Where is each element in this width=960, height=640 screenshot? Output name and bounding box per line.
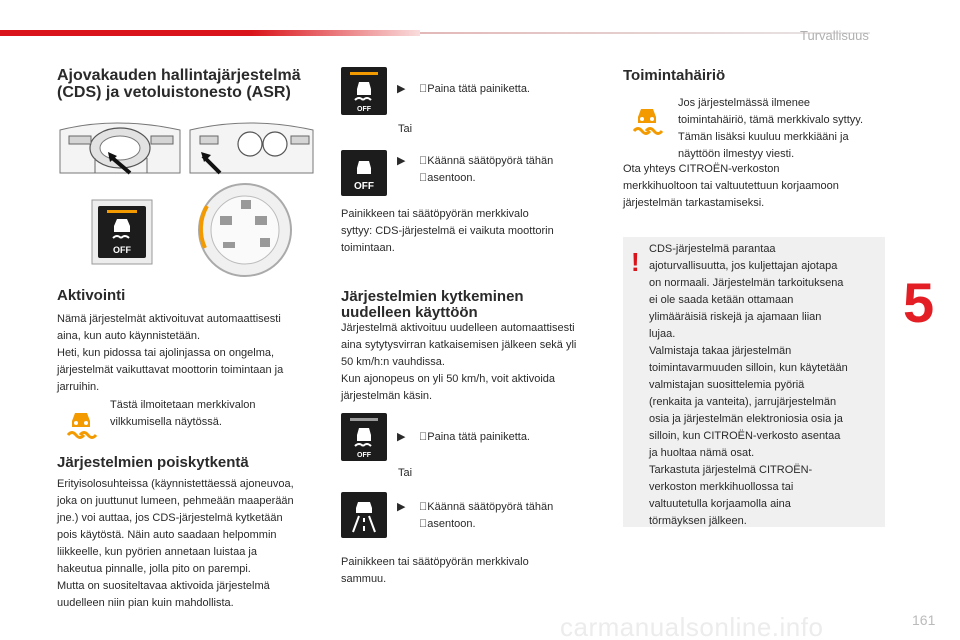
text-line: pois käytöstä. Näin auto saadaan helpommin — [57, 529, 277, 541]
step2-text-line1: Käännä säätöpyörä tähän — [427, 155, 554, 167]
safety-note-box — [623, 237, 885, 527]
text-line: Kun ajonopeus on yli 50 km/h, voit aktivoida — [341, 373, 556, 385]
text-line: järjestelmät vaikuttavat moottorin toimintaan ja — [57, 364, 284, 376]
text-line: järjestelmän käsin. — [341, 390, 433, 402]
reactivation-title-line2: uudelleen käyttöön — [341, 304, 478, 321]
text-line: osia ja järjestelmän elektroniosia osia ja — [649, 413, 843, 425]
text-line: Jos järjestelmässä ilmenee — [678, 97, 811, 109]
or-text-1: Tai — [398, 123, 413, 135]
text-line: ja huoltaa nämä osat. — [649, 447, 755, 459]
watermark: carmanualsonline.info — [560, 612, 824, 640]
step4-instruction — [397, 499, 607, 533]
dashboard-illustration — [55, 118, 315, 278]
activation-text — [57, 311, 322, 396]
result2-text — [341, 554, 611, 588]
text-line: ei ole saada ketään ottamaan — [649, 294, 794, 306]
bullet-arrow-icon: ▶ — [397, 431, 406, 443]
page-number: 161 — [912, 612, 936, 628]
malfunction-indent-text — [678, 95, 893, 163]
text-line: verkoston merkkihuollossa tai — [649, 481, 794, 493]
text-line: toimintavarmuuden silloin, kun käytetään — [649, 362, 848, 374]
deactivation-text — [57, 476, 322, 612]
text-line: jne.) voi auttaa, jos CDS-järjestelmä kytketään — [57, 512, 283, 524]
step2-text-line2: asentoon. — [427, 172, 476, 184]
text-line: sammuu. — [341, 573, 387, 585]
text-line: Erityisolosuhteissa (käynnistettäessä ajoneuvoa, — [57, 478, 294, 490]
text-line: Valmistaja takaa järjestelmän — [649, 345, 792, 357]
step4-text-line2: asentoon. — [427, 518, 476, 530]
step1-instruction — [397, 81, 607, 98]
reactivation-title-line1: Järjestelmien kytkeminen — [341, 288, 524, 305]
text-line: Painikkeen tai säätöpyörän merkkivalo — [341, 208, 529, 220]
result1-text — [341, 206, 611, 257]
main-title-line2: (CDS) ja vetoluistonesto (ASR) — [57, 84, 291, 101]
bullet-arrow-icon: ▶ — [397, 501, 406, 513]
text-line: on normaali. Järjestelmän tarkoituksena — [649, 277, 844, 289]
text-line: Heti, kun pidossa tai ajolinjassa on ongelma, — [57, 347, 275, 359]
text-line: näyttöön ilmestyy viesti. — [678, 148, 795, 160]
cds-button-icon — [341, 413, 387, 461]
text-line: vilkkumisella näytössä. — [110, 416, 222, 428]
warning-text — [110, 397, 310, 431]
text-line: järjestelmän tarkastamiseksi. — [623, 197, 765, 209]
text-line: toimintahäiriö, tämä merkkivalo syttyy. — [678, 114, 864, 126]
step3-instruction — [397, 429, 607, 446]
activation-title: Aktivointi — [57, 287, 126, 304]
text-line: uudelleen niin pian kuin mahdollista. — [57, 597, 234, 609]
text-line: lujaa. — [649, 328, 676, 340]
malfunction-text — [623, 161, 893, 212]
text-line: valtuutetulla korjaamolla aina — [649, 498, 791, 510]
cds-warning-icon — [62, 405, 100, 441]
text-line: joka on juuttunut lumeen, pehmeään maaperään — [57, 495, 294, 507]
text-line: jarruihin. — [57, 381, 100, 393]
bullet-arrow-icon: ▶ — [397, 83, 406, 95]
text-line: Ota yhteys CITROËN-verkoston — [623, 163, 780, 175]
text-line: Mutta on suositeltavaa aktivoida järjestelmä — [57, 580, 270, 592]
text-line: aina sytytysvirran katkaisemisen jälkeen sekä yli — [341, 339, 577, 351]
text-line: Tästä ilmoitetaan merkkivalon — [110, 399, 256, 411]
text-line: merkkihuoltoon tai valtuutettuun korjaamoon — [623, 180, 839, 192]
off-label: OFF — [357, 452, 371, 459]
text-line: (renkaita ja vanteita), jarrujärjestelmän — [649, 396, 837, 408]
bullet-arrow-icon: ▶ — [397, 155, 406, 167]
off-label: OFF — [357, 106, 371, 113]
text-line: hakeutua pinnalle, jolla pito on parempi. — [57, 563, 251, 575]
text-line: Järjestelmä aktivoituu uudelleen automaattisesti — [341, 322, 575, 334]
text-line: ylimääräisiä riskejä ja ajamaan liian — [649, 311, 822, 323]
main-title-line1: Ajovakauden hallintajärjestelmä — [57, 67, 301, 84]
text-line: syttyy: CDS-järjestelmä ei vaikuta moottorin — [341, 225, 554, 237]
text-line: Tämän lisäksi kuuluu merkkiääni ja — [678, 131, 849, 143]
step3-text: Paina tätä painiketta. — [427, 431, 530, 443]
text-line: Nämä järjestelmät aktivoituvat automaattisesti — [57, 313, 281, 325]
dashboard-right-icon — [190, 123, 313, 173]
cds-off-button-icon — [341, 67, 387, 115]
cds-warning-icon — [628, 101, 666, 137]
text-line: Painikkeen tai säätöpyörän merkkivalo — [341, 556, 529, 568]
dashboard-left-icon — [60, 123, 180, 173]
exclamation-icon: ! — [631, 247, 640, 277]
text-line: törmäyksen jälkeen. — [649, 515, 747, 527]
or-text-2: Tai — [398, 467, 413, 479]
page-header — [0, 0, 960, 43]
text-line: ajoturvallisuutta, jos kuljettajan ajotapa — [649, 260, 838, 272]
chapter-number: 5 — [903, 271, 935, 334]
terrain-dial-icon — [199, 184, 291, 276]
header-red-line — [0, 30, 420, 36]
off-label: OFF — [354, 181, 374, 192]
dial-off-position-icon — [341, 150, 387, 196]
deactivation-title: Järjestelmien poiskytkentä — [57, 454, 249, 471]
step2-instruction — [397, 153, 607, 187]
cds-off-button-icon — [92, 200, 152, 264]
text-line: Tarkastuta järjestelmä CITROËN- — [649, 464, 813, 476]
text-line: valmistajan suosittelemia pyöriä — [649, 379, 805, 391]
step4-text-line1: Käännä säätöpyörä tähän — [427, 501, 554, 513]
text-line: 50 km/h:n vauhdissa. — [341, 356, 445, 368]
section-title: Turvallisuus — [800, 28, 869, 43]
note-text — [649, 241, 883, 530]
malfunction-title: Toimintahäiriö — [623, 67, 726, 84]
off-label: OFF — [113, 245, 131, 255]
step1-text: Paina tätä painiketta. — [427, 83, 530, 95]
reactivation-text — [341, 320, 616, 405]
dial-road-position-icon — [341, 492, 387, 538]
text-line: CDS-järjestelmä parantaa — [649, 243, 776, 255]
text-line: liikkeelle, kun pyörien annetaan luistaa ja — [57, 546, 257, 558]
text-line: toimintaan. — [341, 242, 395, 254]
text-line: aina, kun auto käynnistetään. — [57, 330, 201, 342]
text-line: silloin, kun CITROËN-verkosto asentaa — [649, 430, 841, 442]
